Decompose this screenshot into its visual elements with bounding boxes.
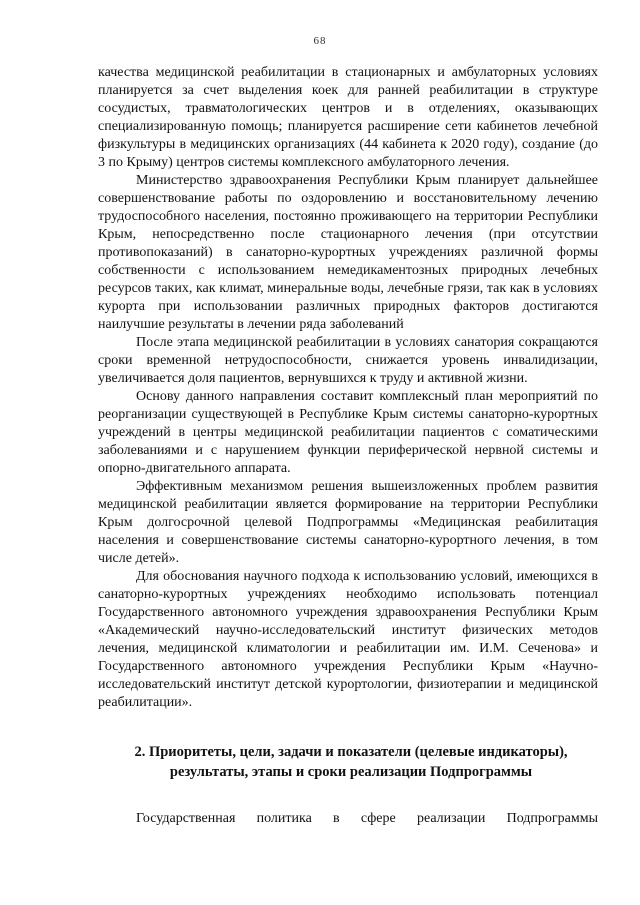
paragraph-reorganization-plan: Основу данного направления составит комплексный план мероприятий по реорганизации существующей в Республике Крым системы санаторно-курортных учреждений в центры медицинской реабилитации пациентов с соматическими заболеваниями и с нарушением функции периферической нервной системы и опорно-двигательного аппарата. (98, 389, 598, 476)
paragraph-effective-mechanism: Эффективным механизмом решения вышеизложенных проблем развития медицинской реабилитации является формирование на территории Республики Крым долгосрочной целевой Подпрограммы «Медицинская реабилитация населения и совершенствование системы санаторно-курортного лечения, в том числе детей». (98, 479, 598, 566)
paragraph-ministry-plans: Министерство здравоохранения Республики Крым планирует дальнейшее совершенствование работы по оздоровлению и восстановительному лечению трудоспособного населения, постоянно проживающего на территории Республики Крым, непосредственно после стационарного лечения (при отсутствии противопоказаний) в санаторно-курортных учреждениях различной формы собственности с использованием немедикаментозных природных лечебных ресурсов таких, как климат, минеральные воды, лечебные грязи, так как в условиях курорта при использовании различных природных факторов достигаются наилучшие результаты в лечении ряда заболеваний (98, 173, 598, 332)
section-heading: 2. Приоритеты, цели, задачи и показатели (целевые индикаторы), результаты, этапы и сроки реализации Подпрограммы (134, 744, 568, 780)
paragraph-state-policy: Государственная политика в сфере реализации Подпрограммы (136, 811, 598, 826)
paragraph-rehab-quality: качества медицинской реабилитации в стационарных и амбулаторных условиях планируется за счет выделения коек для ранней реабилитации в структуре сосудистых, травматологических центров и в отделениях, оказывающих специализированную помощь; планируется расширение сети кабинетов лечебной физкультуры в медицинских организациях (44 кабинета к 2020 году), создание (до 3 по Крыму) центров системы комплексного амбулаторного лечения. (98, 65, 598, 170)
document-body (98, 64, 598, 828)
paragraph-after-rehab: После этапа медицинской реабилитации в условиях санатория сокращаются сроки временной нетрудоспособности, снижается уровень инвалидизации, увеличивается доля пациентов, вернувшихся к труду и активной жизни. (98, 335, 598, 386)
paragraph-scientific-approach: Для обоснования научного подхода к использованию условий, имеющихся в санаторно-курортных учреждениях необходимо использовать потенциал Государственного автономного учреждения здравоохранения Республики Крым «Академический научно-исследовательский институт физических методов лечения, медицинской климатологии и реабилитации им. И.М. Сеченова» и Государственного автономного учреждения Республики Крым «Научно-исследовательский институт детской курортологии, физиотерапии и медицинской реабилитации». (98, 569, 598, 710)
page-number: 68 (313, 35, 327, 47)
